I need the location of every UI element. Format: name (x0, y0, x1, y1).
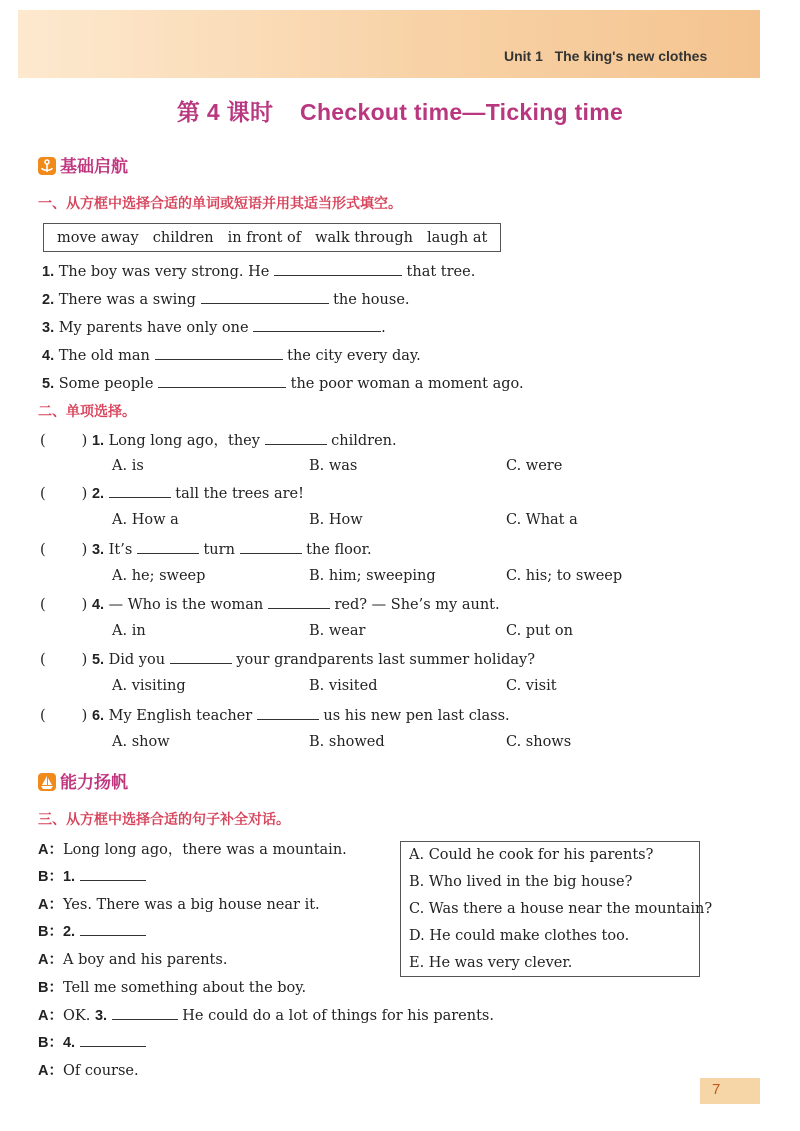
sailboat-icon (38, 773, 56, 791)
fill-item: 1. The boy was very strong. He that tree. (42, 264, 476, 280)
word-option: laugh at (427, 229, 488, 246)
answer-blank[interactable] (265, 431, 327, 445)
word-box (43, 223, 501, 252)
fill-item: 5. Some people the poor woman a moment ago. (42, 376, 524, 392)
dialogue-line: B：4. (38, 1031, 146, 1052)
sentence-option: D. He could make clothes too. (409, 928, 630, 944)
sentence-option: B. Who lived in the big house? (409, 874, 633, 890)
unit-label: Unit 1 (504, 48, 543, 64)
sentence-option: A. Could he cook for his parents? (409, 847, 654, 863)
option-c[interactable]: C. shows (506, 734, 572, 750)
answer-blank[interactable] (109, 484, 171, 498)
instruction-part3: 三、从方框中选择合适的句子补全对话。 (38, 812, 290, 828)
choice-question: ( ) 3. It’s turn the floor. (40, 542, 372, 558)
section-title: 能力扬帆 (60, 773, 128, 793)
fill-item: 2. There was a swing the house. (42, 292, 410, 308)
answer-blank[interactable] (268, 595, 330, 609)
answer-blank[interactable] (80, 1033, 146, 1047)
page-title: 第 4 课时 Checkout time—Ticking time (176, 99, 624, 125)
option-a[interactable]: A. is (112, 458, 144, 474)
word-option: children (152, 229, 214, 246)
dialogue-line: A：Of course. (38, 1063, 139, 1079)
answer-blank[interactable] (155, 346, 283, 360)
word-option: walk through (315, 229, 413, 246)
unit-title: The king's new clothes (554, 48, 708, 64)
option-a[interactable]: A. How a (112, 512, 179, 528)
option-b[interactable]: B. showed (309, 734, 385, 750)
sentence-option: E. He was very clever. (409, 955, 573, 971)
answer-blank[interactable] (257, 706, 319, 720)
option-a[interactable]: A. he; sweep (112, 568, 206, 584)
dialogue-line: B：2. (38, 920, 146, 941)
choice-question: ( ) 5. Did you your grandparents last summer holiday? (40, 652, 536, 668)
choice-question: ( ) 1. Long long ago，they children. (40, 433, 397, 449)
sentence-option: C. Was there a house near the mountain? (409, 901, 713, 917)
answer-blank[interactable] (253, 318, 381, 332)
answer-blank[interactable] (158, 374, 286, 388)
option-c[interactable]: C. his; to sweep (506, 568, 623, 584)
answer-blank[interactable] (112, 1006, 178, 1020)
section-heading-ability (38, 768, 128, 793)
sentence-options-box (400, 841, 713, 977)
answer-blank[interactable] (274, 262, 402, 276)
option-a[interactable]: A. show (112, 734, 170, 750)
option-a[interactable]: A. in (112, 623, 146, 639)
page-number-tab (700, 1078, 760, 1104)
option-b[interactable]: B. How (309, 512, 363, 528)
word-option: in front of (227, 229, 302, 246)
choice-question: ( ) 6. My English teacher us his new pen last class. (40, 708, 510, 724)
choice-question: ( ) 4. — Who is the woman red? — She’s my aunt. (40, 597, 500, 613)
page-number: 7 (712, 1081, 721, 1098)
option-b[interactable]: B. him; sweeping (309, 568, 436, 584)
dialogue-line: A：OK. 3. He could do a lot of things for his parents. (38, 1008, 494, 1024)
dialogue-line: B：Tell me something about the boy. (38, 980, 307, 996)
dialogue-line: A：A boy and his parents. (38, 952, 228, 968)
section-heading-basic (38, 152, 128, 177)
anchor-icon (38, 157, 56, 175)
word-option: move away (57, 229, 139, 246)
answer-blank[interactable] (170, 650, 232, 664)
option-c[interactable]: C. put on (506, 623, 573, 639)
section-title: 基础启航 (60, 157, 128, 177)
dialogue-line: A：Yes. There was a big house near it. (38, 897, 320, 913)
unit-header (504, 48, 707, 64)
option-c[interactable]: C. visit (506, 678, 557, 694)
option-c[interactable]: C. were (506, 458, 563, 474)
option-b[interactable]: B. was (309, 458, 358, 474)
answer-blank[interactable] (80, 922, 146, 936)
fill-item: 4. The old man the city every day. (42, 348, 421, 364)
option-b[interactable]: B. wear (309, 623, 366, 639)
answer-blank[interactable] (240, 540, 302, 554)
dialogue-line: A：Long long ago，there was a mountain. (38, 842, 347, 858)
option-b[interactable]: B. visited (309, 678, 378, 694)
dialogue-line: B：1. (38, 865, 146, 886)
option-c[interactable]: C. What a (506, 512, 578, 528)
answer-blank[interactable] (80, 867, 146, 881)
option-a[interactable]: A. visiting (112, 678, 186, 694)
choice-question: ( ) 2. tall the trees are! (40, 486, 304, 502)
answer-blank[interactable] (201, 290, 329, 304)
answer-blank[interactable] (137, 540, 199, 554)
instruction-part1: 一、从方框中选择合适的单词或短语并用其适当形式填空。 (38, 196, 402, 212)
instruction-part2: 二、单项选择。 (38, 404, 136, 420)
fill-item: 3. My parents have only one . (42, 320, 386, 336)
header-band (18, 10, 760, 78)
